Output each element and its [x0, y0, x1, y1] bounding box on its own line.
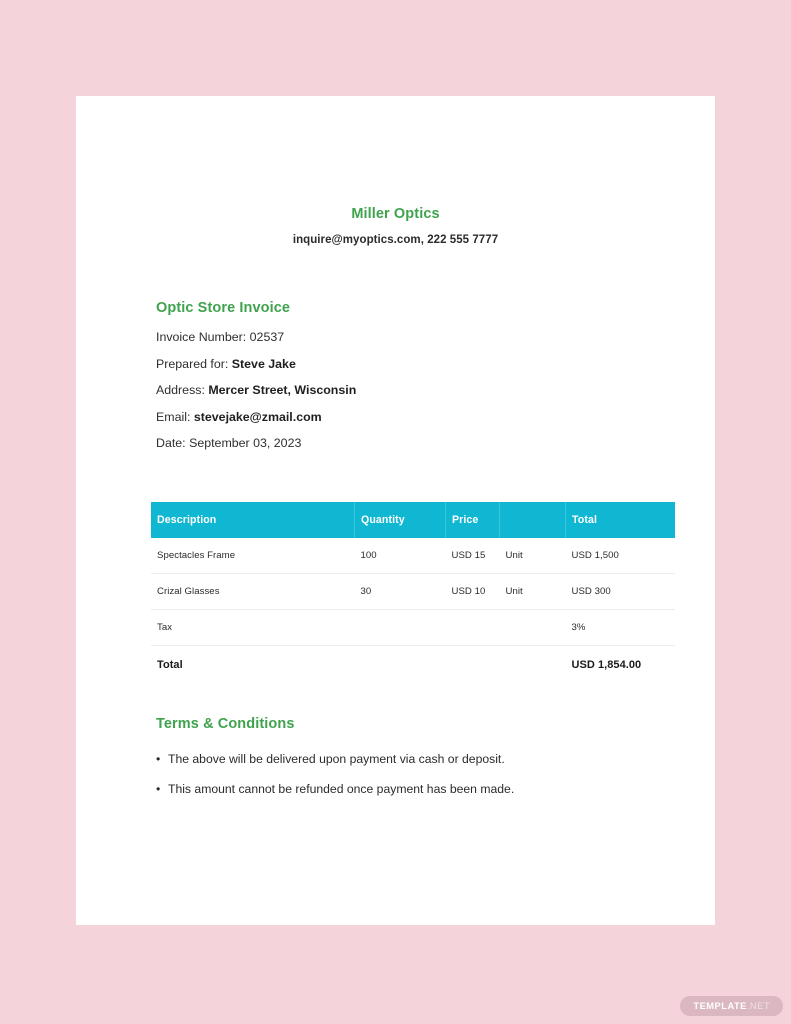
address-row [156, 383, 636, 399]
line-items-table [151, 502, 675, 683]
cell-description: Spectacles Frame [151, 538, 355, 574]
watermark-brand: TEMPLATE [693, 999, 747, 1011]
terms-title: Terms & Conditions [156, 716, 295, 732]
table-row-tax [151, 610, 675, 646]
prepared-for-row [156, 357, 636, 373]
cell-unit [500, 610, 566, 646]
bullet-icon: • [156, 781, 161, 796]
table-header [151, 502, 675, 538]
invoice-title: Optic Store Invoice [156, 300, 291, 316]
address-value: Mercer Street, Wisconsin [208, 383, 357, 397]
cell-price: USD 15 [446, 538, 500, 574]
cell-quantity: 100 [355, 538, 446, 574]
email-row [156, 410, 636, 426]
letterhead [76, 206, 715, 246]
cell-quantity [355, 610, 446, 646]
cell-total: USD 1,500 [566, 538, 676, 574]
cell-total-label: Total [157, 659, 183, 671]
cell-quantity: 30 [355, 574, 446, 610]
date-row [156, 436, 636, 452]
invoice-page [76, 96, 715, 925]
email-value: stevejake@zmail.com [193, 409, 322, 424]
company-contact-line: inquire@myoptics.com, 222 555 7777 [292, 234, 499, 246]
cell-unit: Unit [500, 538, 566, 574]
table-body [151, 538, 675, 683]
table-row [151, 538, 675, 574]
header-price: Price [446, 502, 500, 538]
template-watermark-badge [680, 996, 783, 1016]
terms-and-conditions [156, 716, 626, 812]
cell-tax-value: 3% [566, 610, 676, 646]
company-name: Miller Optics [351, 206, 440, 222]
cell-price [446, 610, 500, 646]
bullet-icon: • [156, 752, 161, 766]
header-quantity: Quantity [355, 502, 446, 538]
email-label: Email: [156, 409, 194, 424]
cell-total-amount: USD 1,854.00 [571, 659, 642, 671]
prepared-for-label: Prepared for: [156, 356, 232, 371]
cell-empty-quantity [355, 646, 446, 684]
invoice-number-value: 02537 [249, 330, 285, 344]
term-item [156, 752, 626, 768]
cell-empty-price [446, 646, 500, 684]
cell-description: Crizal Glasses [151, 574, 355, 610]
table-row [151, 574, 675, 610]
header-total: Total [566, 502, 676, 538]
term-text: This amount cannot be refunded once payment has been made. [168, 781, 515, 796]
invoice-details [156, 300, 636, 463]
cell-total: USD 300 [566, 574, 676, 610]
cell-unit: Unit [500, 574, 566, 610]
cell-empty-unit [500, 646, 566, 684]
header-unit [500, 502, 566, 538]
term-item [156, 782, 626, 798]
invoice-number-row [156, 330, 636, 346]
table-header-row [151, 502, 675, 538]
address-label: Address: [156, 383, 209, 397]
invoice-number-label: Invoice Number: [156, 330, 250, 344]
date-label: Date: [156, 436, 190, 450]
term-text: The above will be delivered upon payment via cash or deposit. [168, 752, 505, 766]
watermark-tld: .NET [746, 999, 770, 1011]
cell-tax-label: Tax [151, 610, 355, 646]
table-row-total [151, 646, 675, 684]
cell-price: USD 10 [446, 574, 500, 610]
header-description: Description [151, 502, 355, 538]
prepared-for-value: Steve Jake [231, 356, 296, 371]
date-value: September 03, 2023 [189, 436, 302, 450]
